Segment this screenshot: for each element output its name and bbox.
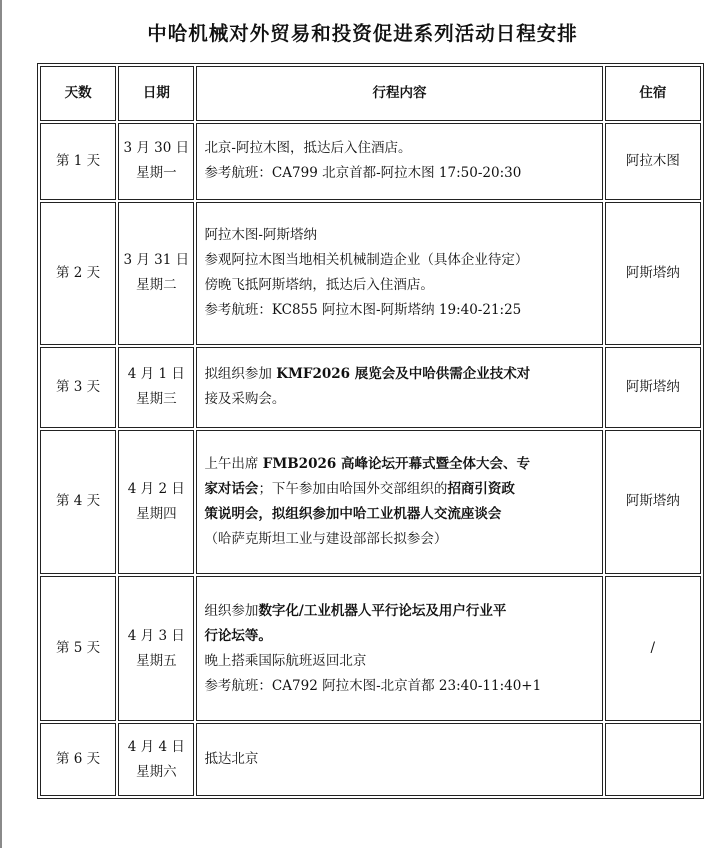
itinerary-line — [204, 136, 593, 161]
header-date: 日期 — [118, 66, 194, 121]
itinerary-text: 晚上搭乘国际航班返回北京 — [204, 652, 367, 669]
weekday-text: 星期三 — [136, 391, 177, 408]
itinerary-text-bold: KMF2026 展览会及中哈供需企业技术对 — [276, 366, 531, 383]
date-text: 4 月 2 日 — [127, 480, 185, 497]
itinerary-line — [204, 248, 593, 273]
weekday-text: 星期一 — [136, 165, 177, 182]
page-edge — [0, 0, 2, 848]
weekday-text: 星期六 — [136, 763, 177, 780]
date-text: 4 月 3 日 — [127, 627, 185, 644]
itinerary-line — [204, 161, 593, 186]
date-text: 4 月 4 日 — [127, 738, 185, 755]
itinerary-text-bold: 家对话会 — [204, 480, 259, 497]
day-cell: 第 6 天 — [40, 723, 116, 796]
day-cell: 第 1 天 — [40, 123, 116, 200]
header-day: 天数 — [40, 66, 116, 121]
itinerary-cell — [196, 576, 602, 721]
table-row — [40, 723, 701, 796]
itinerary-text-bold: 行论坛等。 — [204, 627, 272, 644]
lodging-cell: / — [605, 576, 701, 721]
date-cell — [118, 123, 194, 200]
itinerary-cell — [196, 123, 602, 200]
itinerary-text: 拟组织参加 — [204, 366, 277, 383]
itinerary-line — [204, 527, 593, 552]
lodging-cell: 阿斯塔纳 — [605, 347, 701, 428]
itinerary-text: 抵达北京 — [204, 751, 259, 768]
day-cell: 第 5 天 — [40, 576, 116, 721]
header-row — [40, 66, 701, 121]
itinerary-line — [204, 502, 593, 527]
itinerary-line — [204, 477, 593, 502]
date-cell — [118, 723, 194, 796]
itinerary-line — [204, 624, 593, 649]
header-lodging: 住宿 — [605, 66, 701, 121]
itinerary-cell — [196, 723, 602, 796]
itinerary-line — [204, 362, 593, 387]
table-row — [40, 576, 701, 721]
day-cell: 第 2 天 — [40, 202, 116, 345]
header-itinerary: 行程内容 — [196, 66, 602, 121]
day-cell: 第 4 天 — [40, 430, 116, 575]
date-cell — [118, 576, 194, 721]
itinerary-text-bold: 策说明会，拟组织参加中哈工业机器人交流座谈会 — [204, 505, 502, 522]
table-row — [40, 202, 701, 345]
itinerary-text: 参考航班：CA792 阿拉木图-北京首都 23:40-11:40+1 — [204, 677, 542, 694]
date-text: 4 月 1 日 — [127, 366, 185, 383]
weekday-text: 星期二 — [136, 277, 177, 294]
lodging-cell: 阿斯塔纳 — [605, 430, 701, 575]
table-row — [40, 123, 701, 200]
itinerary-text: 阿拉木图-阿斯塔纳 — [204, 227, 317, 244]
itinerary-line — [204, 387, 593, 412]
weekday-text: 星期五 — [136, 652, 177, 669]
itinerary-text: 北京-阿拉木图，抵达后入住酒店。 — [204, 140, 412, 157]
itinerary-text: 傍晚飞抵阿斯塔纳，抵达后入住酒店。 — [204, 277, 434, 294]
date-cell — [118, 202, 194, 345]
itinerary-line — [204, 599, 593, 624]
itinerary-text-bold: 招商引资政 — [447, 480, 515, 497]
itinerary-text: 参观阿拉木图当地相关机械制造企业（具体企业待定） — [204, 252, 529, 269]
itinerary-text: 组织参加 — [204, 602, 259, 619]
itinerary-text: 参考航班：CA799 北京首都-阿拉木图 17:50-20:30 — [204, 165, 522, 182]
page-title: 中哈机械对外贸易和投资促进系列活动日程安排 — [147, 22, 578, 45]
lodging-cell: 阿斯塔纳 — [605, 202, 701, 345]
date-cell — [118, 347, 194, 428]
itinerary-cell — [196, 430, 602, 575]
itinerary-text: 上午出席 — [204, 455, 263, 472]
itinerary-line — [204, 747, 593, 772]
table-row — [40, 347, 701, 428]
itinerary-cell — [196, 347, 602, 428]
itinerary-text: 接及采购会。 — [204, 391, 286, 408]
schedule-table — [37, 63, 704, 799]
itinerary-text-bold: FMB2026 高峰论坛开幕式暨全体大会、专 — [262, 455, 530, 472]
itinerary-text: ；下午参加由哈国外交部组织的 — [258, 480, 448, 497]
itinerary-text: （哈萨克斯坦工业与建设部部长拟参会） — [204, 530, 448, 547]
date-text: 3 月 31 日 — [123, 252, 190, 269]
lodging-cell — [605, 723, 701, 796]
itinerary-cell — [196, 202, 602, 345]
date-text: 3 月 30 日 — [123, 140, 190, 157]
table-row — [40, 430, 701, 575]
itinerary-text-bold: 数字化/工业机器人平行论坛及用户行业平 — [258, 602, 507, 619]
day-cell: 第 3 天 — [40, 347, 116, 428]
lodging-cell: 阿拉木图 — [605, 123, 701, 200]
itinerary-line — [204, 649, 593, 674]
itinerary-line — [204, 674, 593, 699]
itinerary-line — [204, 452, 593, 477]
itinerary-line — [204, 223, 593, 248]
itinerary-line — [204, 298, 593, 323]
weekday-text: 星期四 — [136, 505, 177, 522]
itinerary-line — [204, 273, 593, 298]
date-cell — [118, 430, 194, 575]
itinerary-text: 参考航班：KC855 阿拉木图-阿斯塔纳 19:40-21:25 — [204, 302, 522, 319]
